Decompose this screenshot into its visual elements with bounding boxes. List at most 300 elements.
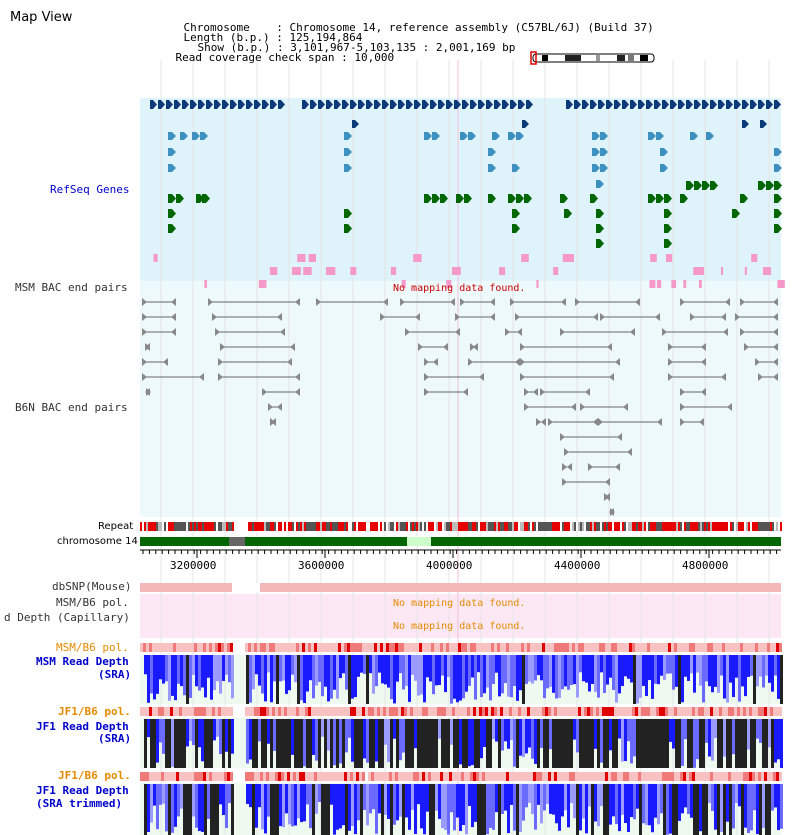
msm-depth-bar — [597, 655, 600, 698]
jf1-depth-bar — [558, 719, 561, 768]
repeat-feature — [422, 522, 424, 531]
track-label-read-depth-capillary[interactable]: d Depth (Capillary) — [4, 611, 130, 624]
polymorphism-feature — [197, 772, 200, 781]
polymorphism-feature — [455, 707, 458, 716]
repeat-feature — [394, 522, 396, 531]
polymorphism-feature — [326, 772, 329, 781]
repeat-feature — [470, 522, 472, 531]
polymorphism-feature — [173, 707, 176, 716]
polymorphism-feature — [488, 643, 491, 652]
polymorphism-feature — [614, 707, 617, 716]
jf1-trimmed-depth-bar — [441, 784, 444, 828]
jf1-depth-bar — [732, 719, 735, 754]
repeat-feature — [564, 522, 566, 531]
polymorphism-feature — [461, 643, 464, 652]
polymorphism-feature — [290, 772, 293, 781]
polymorphism-feature — [302, 707, 305, 716]
repeat-feature — [732, 522, 734, 531]
jf1-trimmed-depth-bar — [678, 784, 681, 821]
polymorphism-feature — [740, 643, 743, 652]
jf1-trimmed-depth-bar — [762, 784, 765, 828]
track-label-refseq-genes[interactable]: RefSeq Genes — [50, 183, 130, 196]
jf1-depth-bar — [690, 719, 693, 768]
repeat-feature — [536, 522, 538, 531]
msm-depth-bar — [666, 655, 669, 674]
jf1-trimmed-depth-bar — [306, 784, 309, 804]
polymorphism-feature — [350, 707, 353, 716]
jf1-depth-bar — [294, 719, 297, 768]
msm-depth-bar — [348, 655, 351, 704]
polymorphism-feature — [470, 707, 473, 716]
msm-depth-bar — [660, 655, 663, 676]
msm-depth-bar — [705, 655, 708, 681]
jf1-trimmed-depth-bar — [180, 784, 183, 809]
msm-depth-bar — [156, 655, 159, 694]
polymorphism-feature — [401, 643, 404, 652]
track-label-dbsnp[interactable]: dbSNP(Mouse) — [52, 580, 132, 593]
jf1-trimmed-depth-bar — [723, 784, 726, 835]
jf1-depth-bar — [309, 719, 312, 768]
msm-depth-bar — [336, 655, 339, 699]
msm-depth-bar — [252, 655, 255, 689]
jf1-trimmed-depth-bar — [489, 784, 492, 828]
jf1-depth-bar — [750, 719, 753, 768]
jf1-trimmed-depth-bar — [729, 784, 732, 835]
jf1-depth-bar — [573, 719, 576, 740]
msm-depth-bar — [612, 655, 615, 690]
repeat-feature — [672, 522, 674, 531]
jf1-depth-bar — [693, 719, 696, 768]
repeat-feature — [600, 522, 602, 531]
jf1-trimmed-depth-bar — [324, 784, 327, 835]
jf1-trimmed-depth-bar — [618, 784, 621, 831]
jf1-trimmed-depth-bar — [303, 784, 306, 821]
repeat-feature — [174, 522, 176, 531]
repeat-feature — [674, 522, 676, 531]
jf1-depth-bar — [597, 719, 600, 768]
polymorphism-feature — [347, 707, 350, 716]
jf1-depth-bar — [645, 719, 648, 768]
polymorphism-feature — [485, 772, 488, 781]
repeat-feature — [696, 522, 698, 531]
msm-depth-bar — [468, 655, 471, 686]
jf1-depth-bar — [429, 719, 432, 768]
polymorphism-feature — [428, 643, 431, 652]
polymorphism-feature — [713, 772, 716, 781]
jf1-depth-bar — [456, 719, 459, 768]
msm-depth-bar — [555, 655, 558, 698]
jf1-trimmed-depth-bar — [654, 784, 657, 818]
repeat-feature — [306, 522, 308, 531]
jf1-trimmed-depth-bar — [417, 784, 420, 804]
msm-depth-bar — [774, 655, 777, 676]
msm-depth-bar — [210, 655, 213, 700]
track-label-msm-read-depth-sub: (SRA) — [98, 668, 132, 681]
polymorphism-feature — [191, 707, 194, 716]
msm-depth-bar — [261, 655, 264, 694]
repeat-feature — [358, 522, 360, 531]
jf1-depth-bar — [405, 719, 408, 768]
jf1-trimmed-depth-bar — [435, 784, 438, 811]
repeat-feature — [442, 522, 444, 531]
polymorphism-feature — [413, 772, 416, 781]
polymorphism-feature — [710, 707, 713, 716]
polymorphism-feature — [491, 772, 494, 781]
jf1-trimmed-depth-bar — [288, 784, 291, 824]
jf1-depth-bar — [189, 719, 192, 741]
polymorphism-feature — [533, 772, 536, 781]
repeat-feature — [338, 522, 340, 531]
msm-depth-bar — [714, 655, 717, 687]
jf1-depth-bar — [387, 719, 390, 762]
jf1-depth-bar — [159, 719, 162, 742]
repeat-feature — [688, 522, 690, 531]
polymorphism-feature — [596, 643, 599, 652]
polymorphism-feature — [503, 707, 506, 716]
axis-tick-label: 3600000 — [298, 559, 345, 572]
repeat-feature — [396, 522, 398, 531]
jf1-trimmed-depth-bar — [621, 784, 624, 815]
msm-depth-bar — [750, 655, 753, 676]
repeat-feature — [724, 522, 726, 531]
polymorphism-feature — [515, 643, 518, 652]
jf1-depth-bar — [489, 719, 492, 768]
polymorphism-feature — [467, 643, 470, 652]
polymorphism-feature — [698, 707, 701, 716]
repeat-feature — [728, 522, 730, 531]
polymorphism-feature — [314, 707, 317, 716]
gene-feature — [763, 267, 771, 275]
msm-depth-bar — [711, 655, 714, 692]
polymorphism-feature — [458, 772, 461, 781]
msm-depth-bar — [459, 655, 462, 701]
polymorphism-feature — [311, 643, 314, 652]
jf1-trimmed-depth-bar — [591, 784, 594, 835]
polymorphism-feature — [458, 643, 461, 652]
repeat-feature — [628, 522, 630, 531]
polymorphism-feature — [671, 772, 674, 781]
jf1-trimmed-depth-bar — [771, 784, 774, 811]
ideogram-band — [542, 55, 548, 61]
chromosome-value: Chromosome 14, reference assembly (C57BL/6J) (Build 37) — [289, 21, 654, 34]
jf1-trimmed-depth-bar — [468, 784, 471, 806]
track-label-chromosome[interactable]: chromosome 14 — [57, 536, 138, 547]
polymorphism-feature — [371, 772, 374, 781]
polymorphism-feature — [494, 643, 497, 652]
jf1-trimmed-depth-bar — [567, 784, 570, 827]
polymorphism-feature — [311, 707, 314, 716]
polymorphism-feature — [530, 643, 533, 652]
polymorphism-feature — [752, 643, 755, 652]
polymorphism-feature — [566, 643, 569, 652]
repeat-feature — [700, 522, 702, 531]
polymorphism-feature — [182, 772, 185, 781]
polymorphism-feature — [632, 643, 635, 652]
repeat-feature — [186, 522, 188, 531]
msm-depth-bar — [501, 655, 504, 693]
polymorphism-feature — [482, 707, 485, 716]
jf1-trimmed-depth-bar — [663, 784, 666, 835]
repeat-feature — [334, 522, 336, 531]
jf1-depth-bar — [186, 719, 189, 746]
polymorphism-feature — [614, 772, 617, 781]
polymorphism-feature — [344, 772, 347, 781]
polymorphism-feature — [221, 643, 224, 652]
polymorphism-feature — [647, 643, 650, 652]
msm-depth-bar — [303, 655, 306, 703]
repeat-feature — [370, 522, 372, 531]
polymorphism-feature — [431, 643, 434, 652]
repeat-feature — [366, 522, 368, 531]
polymorphism-feature — [356, 772, 359, 781]
repeat-feature — [454, 522, 456, 531]
jf1-depth-bar — [630, 719, 633, 763]
polymorphism-feature — [320, 643, 323, 652]
track-label-msm-b6-pol[interactable]: MSM/B6 pol. — [56, 641, 129, 654]
track-label-jf1-b6-pol-2[interactable]: JF1/B6 pol. — [58, 769, 131, 782]
jf1-depth-bar — [315, 719, 318, 761]
polymorphism-feature — [623, 707, 626, 716]
polymorphism-feature — [752, 772, 755, 781]
msm-depth-bar — [144, 655, 147, 674]
polymorphism-feature — [506, 707, 509, 716]
polymorphism-feature — [695, 772, 698, 781]
pol-capillary-no-data-message: No mapping data found. — [393, 598, 526, 609]
repeat-feature — [748, 522, 750, 531]
msm-depth-bar — [270, 655, 273, 702]
polymorphism-feature — [536, 643, 539, 652]
repeat-feature — [372, 522, 374, 531]
polymorphism-feature — [614, 643, 617, 652]
repeat-feature — [414, 522, 416, 531]
polymorphism-feature — [620, 772, 623, 781]
repeat-feature — [444, 522, 446, 531]
repeat-feature — [740, 522, 742, 531]
repeat-feature — [164, 522, 166, 531]
msm-depth-bar — [546, 655, 549, 688]
repeat-feature — [666, 522, 668, 531]
jf1-trimmed-depth-bar — [420, 784, 423, 828]
polymorphism-feature — [182, 643, 185, 652]
track-label-jf1-read-depth-2[interactable]: JF1 Read Depth — [36, 784, 129, 797]
msm-depth-bar — [573, 655, 576, 684]
repeat-feature — [538, 522, 540, 531]
repeat-feature — [512, 522, 514, 531]
polymorphism-feature — [605, 707, 608, 716]
msm-depth-bar — [699, 655, 702, 686]
polymorphism-feature — [275, 643, 278, 652]
repeat-feature — [746, 522, 748, 531]
polymorphism-feature — [545, 707, 548, 716]
repeat-feature — [576, 522, 578, 531]
polymorphism-feature — [539, 643, 542, 652]
track-label-b6n-bac[interactable]: B6N BAC end pairs — [15, 401, 128, 414]
polymorphism-feature — [473, 643, 476, 652]
polymorphism-feature — [479, 643, 482, 652]
polymorphism-feature — [425, 707, 428, 716]
repeat-feature — [762, 522, 764, 531]
polymorphism-feature — [290, 707, 293, 716]
polymorphism-feature — [587, 707, 590, 716]
jf1-trimmed-depth-bar — [759, 784, 762, 835]
msm-depth-bar — [723, 655, 726, 699]
polymorphism-feature — [665, 643, 668, 652]
polymorphism-feature — [263, 643, 266, 652]
repeat-feature — [214, 522, 216, 531]
polymorphism-feature — [203, 707, 206, 716]
jf1-depth-bar — [582, 719, 585, 768]
polymorphism-feature — [326, 707, 329, 716]
repeat-feature — [720, 522, 722, 531]
repeat-feature — [548, 522, 550, 531]
jf1-trimmed-depth-bar — [297, 784, 300, 818]
jf1-depth-bar — [279, 719, 282, 768]
repeat-feature — [768, 522, 770, 531]
polymorphism-feature — [734, 772, 737, 781]
repeat-feature — [552, 522, 554, 531]
repeat-feature — [410, 522, 412, 531]
jf1-trimmed-depth-bar — [639, 784, 642, 835]
polymorphism-feature — [209, 707, 212, 716]
repeat-feature — [534, 522, 536, 531]
polymorphism-feature — [536, 707, 539, 716]
track-label-repeat[interactable]: Repeat — [98, 521, 134, 532]
polymorphism-feature — [581, 772, 584, 781]
polymorphism-feature — [737, 643, 740, 652]
polymorphism-feature — [377, 643, 380, 652]
jf1-depth-bar — [225, 719, 228, 752]
polymorphism-feature — [755, 772, 758, 781]
msm-depth-bar — [198, 655, 201, 691]
repeat-feature — [660, 522, 662, 531]
polymorphism-feature — [560, 707, 563, 716]
jf1-depth-bar — [369, 719, 372, 768]
repeat-feature — [342, 522, 344, 531]
track-label-jf1-b6-pol-1[interactable]: JF1/B6 pol. — [58, 705, 131, 718]
polymorphism-feature — [641, 772, 644, 781]
repeat-feature — [384, 522, 386, 531]
polymorphism-feature — [488, 707, 491, 716]
repeat-feature — [292, 522, 294, 531]
polymorphism-feature — [263, 707, 266, 716]
polymorphism-feature — [275, 707, 278, 716]
jf1-trimmed-depth-bar — [246, 784, 249, 804]
jf1-depth-bar — [231, 719, 234, 754]
msm-depth-bar — [522, 655, 525, 704]
jf1-trimmed-depth-bar — [507, 784, 510, 833]
repeat-feature — [206, 522, 208, 531]
polymorphism-feature — [692, 772, 695, 781]
gene-feature — [270, 267, 277, 275]
repeat-feature — [226, 522, 228, 531]
polymorphism-feature — [527, 643, 530, 652]
jf1-trimmed-depth-bar — [777, 784, 780, 830]
polymorphism-feature — [464, 772, 467, 781]
msm-depth-bar — [216, 655, 219, 681]
polymorphism-feature — [479, 772, 482, 781]
msm-depth-bar — [297, 655, 300, 704]
jf1-trimmed-depth-bar — [546, 784, 549, 804]
polymorphism-feature — [245, 772, 248, 781]
jf1-trimmed-depth-bar — [273, 784, 276, 835]
msm-depth-bar — [486, 655, 489, 687]
polymorphism-feature — [518, 772, 521, 781]
ideogram-outline — [533, 54, 654, 62]
polymorphism-feature — [188, 643, 191, 652]
polymorphism-feature — [731, 707, 734, 716]
track-label-msm-bac[interactable]: MSM BAC end pairs — [15, 281, 128, 294]
polymorphism-feature — [158, 643, 161, 652]
polymorphism-feature — [359, 772, 362, 781]
jf1-depth-bar — [591, 719, 594, 768]
jf1-depth-bar — [402, 719, 405, 753]
polymorphism-feature — [545, 772, 548, 781]
polymorphism-feature — [227, 772, 230, 781]
repeat-feature — [468, 522, 470, 531]
jf1-trimmed-depth-bar — [399, 784, 402, 817]
polymorphism-feature — [665, 707, 668, 716]
repeat-feature — [546, 522, 548, 531]
jf1-trimmed-depth-bar — [405, 784, 408, 817]
gene-feature — [350, 267, 356, 275]
track-label-msm-read-depth[interactable]: MSM Read Depth — [36, 655, 129, 668]
repeat-feature — [486, 522, 488, 531]
msm-depth-bar — [591, 655, 594, 684]
track-label-jf1-read-depth-1[interactable]: JF1 Read Depth — [36, 720, 129, 733]
polymorphism-feature — [425, 643, 428, 652]
jf1-trimmed-depth-bar — [768, 784, 771, 835]
repeat-feature — [426, 522, 428, 531]
repeat-feature — [616, 522, 618, 531]
repeat-feature — [554, 522, 556, 531]
msm-depth-bar — [777, 655, 780, 699]
msm-depth-bar — [552, 655, 555, 693]
repeat-feature — [176, 522, 178, 531]
jf1-trimmed-depth-bar — [369, 784, 372, 813]
msm-depth-bar — [207, 655, 210, 678]
polymorphism-feature — [302, 643, 305, 652]
repeat-feature — [208, 522, 210, 531]
polymorphism-feature — [515, 772, 518, 781]
msm-depth-bar — [579, 655, 582, 672]
chromosome-info-line: Chromosome : Chromosome 14, reference assembly (C57BL/6J) (Build 37) — [183, 21, 654, 34]
repeat-feature — [502, 522, 504, 531]
jf1-depth-bar — [441, 719, 444, 768]
jf1-depth-bar — [720, 719, 723, 768]
repeat-feature — [216, 522, 218, 531]
track-label-msm-b6-pol-capillary[interactable]: MSM/B6 pol. — [56, 596, 129, 609]
jf1-trimmed-depth-bar — [651, 784, 654, 832]
msm-depth-bar — [165, 655, 168, 681]
jf1-depth-bar — [609, 719, 612, 750]
jf1-depth-bar — [603, 719, 606, 768]
axis-tick-label: 4000000 — [426, 559, 473, 572]
repeat-feature — [490, 522, 492, 531]
repeat-feature — [220, 522, 222, 531]
jf1-trimmed-depth-bar — [753, 784, 756, 810]
polymorphism-feature — [224, 707, 227, 716]
repeat-feature — [462, 522, 464, 531]
jf1-trimmed-depth-bar — [690, 784, 693, 818]
repeat-feature — [222, 522, 224, 531]
msm-depth-bar — [654, 655, 657, 684]
repeat-feature — [160, 522, 162, 531]
repeat-feature — [712, 522, 714, 531]
dbsnp-gap — [232, 583, 260, 592]
gene-feature — [153, 254, 157, 262]
polymorphism-feature — [656, 772, 659, 781]
jf1-depth-bar — [771, 719, 774, 768]
